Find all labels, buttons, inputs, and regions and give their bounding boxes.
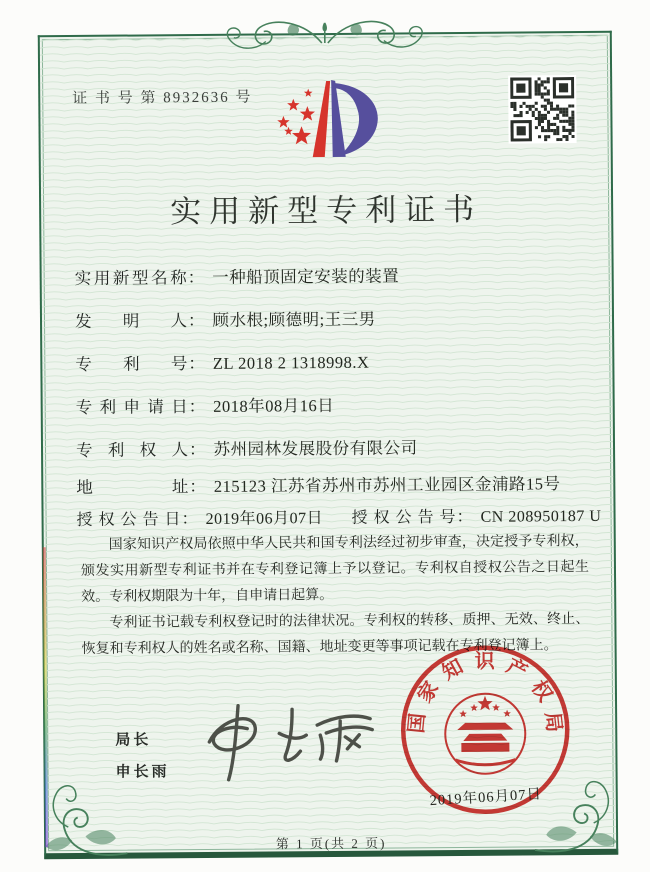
field-label: 地 址 xyxy=(76,477,189,497)
qr-code xyxy=(508,75,577,144)
grant-date-row: 授 权 公 告 日 ： 2019年06月07日 xyxy=(76,505,323,530)
page-number: 第 1 页(共 2 页) xyxy=(275,835,387,852)
grant-number-row: 授 权 公 告 号 ： CN 208950187 U xyxy=(351,503,601,528)
field-value: 2018年08月16日 xyxy=(213,395,335,416)
director-name: 申长雨 xyxy=(115,763,170,781)
field-value: ZL 2018 2 1318998.X xyxy=(212,352,370,373)
grant-date-value: 2019年06月07日 xyxy=(205,510,324,528)
certificate-number: 证 书 号 第 8932636 号 xyxy=(72,89,253,107)
field-row: 发 明 人 ： 顾水根;顾德明;王三男 xyxy=(75,306,376,332)
field-value: 215123 江苏省苏州市苏州工业园区金浦路15号 xyxy=(213,474,561,496)
grant-number-value: CN 208950187 U xyxy=(480,507,602,526)
certificate-title: 实用新型专利证书 xyxy=(170,191,483,230)
field-label: 实 用 新 型 名 称 xyxy=(74,268,187,288)
grant-date-label: 授 权 公 告 日 xyxy=(76,511,181,529)
cnipa-logo-icon xyxy=(262,60,395,169)
grant-number-label: 授 权 公 告 号 xyxy=(351,509,456,527)
svg-text:知: 知 xyxy=(438,655,467,685)
svg-text:产: 产 xyxy=(502,655,531,684)
field-label: 专 利 申 请 日 xyxy=(75,397,188,417)
svg-text:权: 权 xyxy=(526,676,557,706)
logo-blue-wedge xyxy=(331,80,346,157)
field-value: 一种船顶固定安装的装置 xyxy=(212,266,400,287)
certificate-page xyxy=(38,31,618,859)
director-signature xyxy=(193,694,394,801)
field-row: 专 利 权 人 ： 苏州园林发展股份有限公司 xyxy=(76,434,418,461)
field-row: 实 用 新 型 名 称 ： 一种船顶固定安装的装置 xyxy=(75,262,400,289)
field-value: 顾水根;顾德明;王三男 xyxy=(212,309,376,330)
svg-text:局: 局 xyxy=(540,710,565,734)
field-label: 专 利 号 xyxy=(75,354,188,374)
svg-text:家: 家 xyxy=(413,677,444,707)
field-label: 发 明 人 xyxy=(74,311,188,331)
logo-stars xyxy=(277,89,315,145)
svg-text:国: 国 xyxy=(405,712,430,735)
field-value: 苏州园林发展股份有限公司 xyxy=(213,438,418,459)
legal-paragraph-1: 国家知识产权局依照中华人民共和国专利法经过初步审查，决定授予专利权，颁发实用新型专利证书并在专利登记簿上予以登记。专利权自授权公告之日起生效。专利权期限为十年，自申请日起算。 xyxy=(80,533,590,605)
field-row: 专 利 号 ： ZL 2018 2 1318998.X xyxy=(75,349,369,375)
top-border-ornament xyxy=(210,12,440,60)
field-label: 专 利 权 人 xyxy=(75,440,189,460)
svg-text:识: 识 xyxy=(474,650,495,673)
field-row: 专 利 申 请 日 ： 2018年08月16日 xyxy=(76,392,335,418)
seal-date: 2019年06月07日 xyxy=(429,786,543,810)
logo-red-wedge xyxy=(312,81,331,157)
field-row: 地 址 ： 215123 江苏省苏州市苏州工业园区金浦路15号 xyxy=(76,470,560,498)
legal-paragraph-2: 专利证书记载专利权登记时的法律状况。专利权的转移、质押、无效、终止、恢复和专利权人的姓名或名称、国籍、地址变更等事项记载在专利登记簿上。 xyxy=(81,611,590,657)
director-title: 局长 xyxy=(115,731,152,749)
